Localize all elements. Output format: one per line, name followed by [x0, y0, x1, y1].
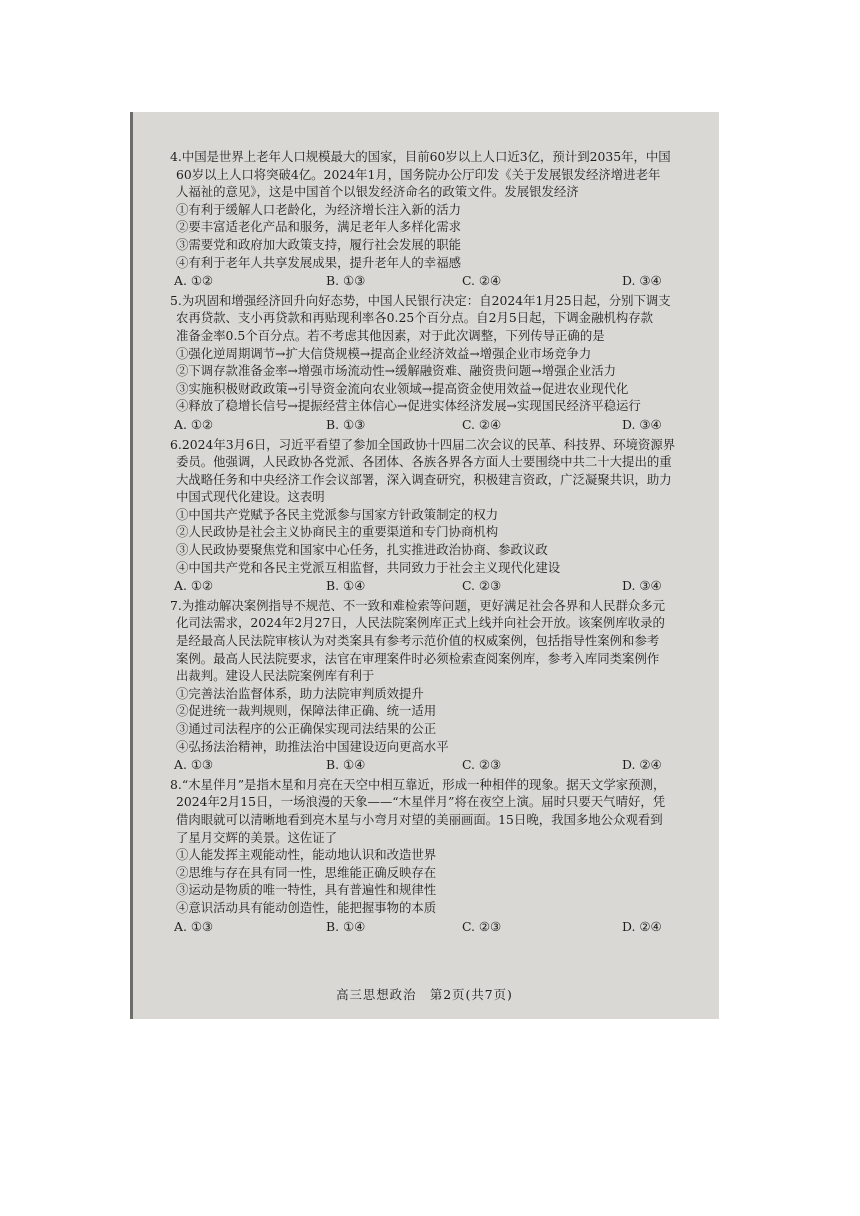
choice-a: A. ①③: [174, 918, 214, 934]
statement-option: ④意识活动具有能动创造性，能把握事物的本质: [176, 899, 437, 915]
statement-option: ④中国共产党和各民主党派互相监督，共同致力于社会主义现代化建设: [176, 559, 561, 575]
choice-c: C. ②③: [462, 578, 502, 594]
statement-option: ①人能发挥主观能动性，能动地认识和改造世界: [176, 847, 437, 863]
choice-b: B. ①③: [326, 416, 366, 432]
choice-a: A. ①③: [174, 757, 214, 773]
page-footer: 高三思想政治 第2页(共7页): [336, 987, 513, 1002]
statement-option: ①强化逆周期调节→扩大信贷规模→提高企业经济效益→增强企业市场竞争力: [176, 345, 592, 361]
question-text-line: 8.“木星伴月”是指木星和月亮在天空中相互靠近，形成一种相伴的现象。据天文学家预测，: [170, 776, 666, 792]
statement-option: ③实施积极财政政策→引导资金流向农业领域→提高资金使用效益→促进农业现代化: [176, 380, 629, 396]
statement-option: ②人民政协是社会主义协商民主的重要渠道和专门协商机构: [176, 524, 499, 540]
choice-d: D. ②④: [622, 918, 662, 934]
exam-content: [170, 148, 710, 935]
statement-option: ②要丰富适老化产品和服务，满足老年人多样化需求: [176, 219, 461, 235]
question-text-line: 7.为推动解决案例指导不规范、不一致和难检索等问题，更好满足社会各界和人民群众多元: [170, 597, 666, 613]
answer-choices: [170, 577, 710, 595]
statement-option: ④释放了稳增长信号→提振经营主体信心→促进实体经济发展→实现国民经济平稳运行: [176, 398, 641, 414]
answer-choices: [170, 272, 710, 290]
choice-b: B. ①④: [326, 757, 366, 773]
choice-a: A. ①②: [174, 416, 214, 432]
question-5: [170, 292, 710, 434]
question-6: [170, 436, 710, 595]
question-text-line: 4.中国是世界上老年人口规模最大的国家，目前60岁以上人口近3亿，预计到2035年，中国: [170, 149, 671, 164]
answer-choices: [170, 416, 710, 434]
choice-a: A. ①②: [174, 578, 214, 594]
statement-option: ②思维与存在具有同一性，思维能正确反映存在: [176, 864, 437, 880]
choice-d: D. ③④: [622, 578, 662, 594]
statement-option: ②下调存款准备金率→增强市场流动性→缓解融资难、融资贵问题→增强企业活力: [176, 363, 617, 379]
choice-d: D. ②④: [622, 757, 662, 773]
question-text-line: 5.为巩固和增强经济回升向好态势，中国人民银行决定：自2024年1月25日起，分别下调支: [170, 292, 671, 308]
question-text-line: 准备金率0.5个百分点。若不考虑其他因素，对于此次调整，下列传导正确的是: [176, 327, 605, 343]
statement-option: ③人民政协要聚焦党和国家中心任务，扎实推进政治协商、参政议政: [176, 542, 548, 558]
choice-c: C. ②④: [462, 273, 502, 289]
question-text-line: 大战略任务和中央经济工作会议部署，深入调查研究，积极建言资政，广泛凝聚共识，助力: [176, 471, 672, 487]
choice-b: B. ①④: [326, 578, 366, 594]
question-text-line: 农再贷款、支小再贷款和再贴现利率各0.25个百分点。自2月5日起，下调金融机构存款: [176, 310, 654, 326]
statement-option: ④弘扬法治精神，助推法治中国建设迈向更高水平: [176, 738, 449, 754]
question-text-line: 委员。他强调，人民政协各党派、各团体、各族各界各方面人士要围绕中共二十大提出的重: [176, 454, 672, 470]
question-text-line: 人福祉的意见》，这是中国首个以银发经济命名的政策文件。发展银发经济: [176, 184, 579, 200]
answer-choices: [170, 918, 710, 936]
choice-b: B. ①③: [326, 273, 366, 289]
choice-b: B. ①④: [326, 918, 366, 934]
choice-a: A. ①②: [174, 273, 214, 289]
question-8: [170, 776, 710, 935]
question-text-line: 案例。最高人民法院要求，法官在审理案件时必须检索查阅案例库，参考入库同类案例作: [176, 650, 660, 666]
question-text-line: 中国式现代化建设。这表明: [176, 489, 325, 505]
statement-option: ④有利于老年人共享发展成果，提升老年人的幸福感: [176, 254, 461, 270]
choice-d: D. ③④: [622, 416, 662, 432]
question-text-line: 60岁以上人口将突破4亿。2024年1月，国务院办公厅印发《关于发展银发经济增进老年: [176, 166, 661, 182]
choice-c: C. ②④: [462, 416, 502, 432]
answer-choices: [170, 756, 710, 774]
question-text-line: 借肉眼就可以清晰地看到亮木星与小弯月对望的美丽画面。15日晚，我国多地公众观看到: [176, 811, 663, 827]
statement-option: ②促进统一裁判规则，保障法律正确、统一适用: [176, 703, 437, 719]
question-7: [170, 597, 710, 774]
question-text-line: 2024年2月15日，一场浪漫的天象——“木星伴月”将在夜空上演。届时只要天气晴好，凭: [176, 794, 666, 810]
question-text-line: 出裁判。建设人民法院案例库有利于: [176, 668, 375, 684]
choice-c: C. ②③: [462, 757, 502, 773]
question-text-line: 是经最高人民法院审核认为对类案具有参考示范价值的权威案例，包括指导性案例和参考: [176, 633, 660, 649]
question-4: [170, 148, 710, 290]
statement-option: ③需要党和政府加大政策支持，履行社会发展的职能: [176, 236, 461, 252]
question-text-line: 了星月交辉的美景。这佐证了: [176, 829, 338, 845]
choice-d: D. ③④: [622, 273, 662, 289]
statement-option: ③通过司法程序的公正确保实现司法结果的公正: [176, 721, 437, 736]
question-text-line: 6.2024年3月6日，习近平看望了参加全国政协十四届二次会议的民革、科技界、环境资源界: [170, 436, 676, 452]
statement-option: ①中国共产党赋予各民主党派参与国家方针政策制定的权力: [176, 506, 499, 522]
statement-option: ①完善法治监督体系，助力法院审判质效提升: [176, 685, 424, 701]
question-text-line: 化司法需求，2024年2月27日，人民法院案例库正式上线并向社会开放。该案例库收录的: [176, 615, 665, 631]
choice-c: C. ②③: [462, 918, 502, 934]
statement-option: ③运动是物质的唯一特性，具有普遍性和规律性: [176, 882, 437, 898]
statement-option: ①有利于缓解人口老龄化，为经济增长注入新的活力: [176, 201, 461, 217]
